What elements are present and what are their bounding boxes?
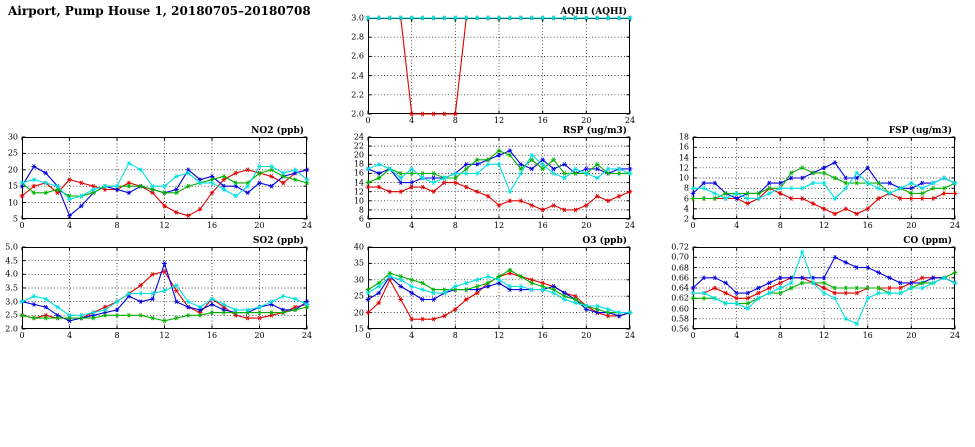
x-tick-label: 24 (624, 331, 636, 340)
y-tick-label: 5 (12, 214, 18, 224)
x-tick-label: 12 (493, 331, 505, 340)
x-tick-label: 16 (537, 221, 548, 230)
series-line (22, 285, 307, 315)
x-tick-label: 0 (690, 331, 696, 340)
series-line (368, 273, 630, 319)
x-tick-label: 12 (159, 221, 170, 230)
x-tick-label: 4 (409, 331, 415, 340)
y-tick-label: 0.70 (671, 252, 689, 262)
x-tick-label: 12 (159, 331, 170, 340)
plot-area-o3 (368, 247, 630, 329)
y-tick-label: 18 (353, 159, 364, 169)
x-tick-label: 12 (818, 331, 830, 340)
y-tick-label: 40 (353, 242, 364, 252)
y-tick-label: 0.56 (671, 324, 689, 334)
x-tick-label: 24 (949, 221, 961, 230)
series-line (22, 307, 307, 321)
x-tick-label: 4 (66, 221, 73, 230)
y-tick-label: 10 (353, 196, 364, 206)
y-tick-label: 5.0 (5, 242, 18, 252)
panel-title-fsp: FSP (ug/m3) (888, 126, 952, 136)
panel-title-aqhi: AQHI (AQHI) (560, 7, 627, 17)
y-tick-label: 2.5 (5, 310, 18, 320)
y-tick-label: 2.0 (5, 324, 18, 334)
panel-title-no2: NO2 (ppb) (251, 126, 304, 136)
y-tick-label: 2.4 (351, 71, 364, 81)
x-tick-label: 24 (301, 331, 313, 340)
y-tick-label: 3.5 (5, 283, 18, 293)
y-tick-label: 8 (358, 205, 364, 215)
x-tick-label: 24 (624, 116, 636, 125)
series-line (693, 273, 955, 304)
y-tick-label: 0.60 (671, 304, 689, 313)
panel-title-rsp: RSP (ug/m3) (562, 126, 627, 136)
series-line (22, 163, 307, 199)
y-tick-label: 4 (683, 204, 689, 214)
series-line (22, 272, 307, 319)
x-tick-label: 8 (777, 331, 783, 340)
x-tick-label: 16 (862, 331, 873, 340)
y-tick-label: 2.8 (351, 32, 364, 42)
series-line (368, 155, 630, 192)
y-tick-label: 14 (678, 153, 689, 162)
x-tick-label: 20 (906, 221, 917, 230)
y-tick-label: 15 (353, 324, 364, 334)
plot-area-fsp (693, 137, 955, 219)
series-line (693, 257, 955, 293)
y-tick-label: 25 (7, 148, 18, 158)
y-tick-label: 30 (353, 275, 364, 285)
x-tick-label: 0 (365, 116, 371, 125)
y-tick-label: 0.72 (671, 242, 689, 252)
series-line (693, 252, 955, 324)
x-tick-label: 8 (777, 221, 783, 230)
panel-title-so2: SO2 (ppb) (252, 236, 304, 246)
series-line (22, 170, 307, 196)
series-line (368, 151, 630, 183)
y-tick-label: 10 (678, 173, 689, 183)
series-line (693, 163, 955, 199)
x-tick-label: 12 (493, 116, 505, 125)
y-tick-label: 16 (678, 142, 689, 152)
series-line (22, 170, 307, 216)
x-tick-label: 12 (818, 221, 830, 230)
x-tick-label: 16 (537, 116, 548, 125)
series-line (368, 277, 630, 316)
x-tick-label: 20 (254, 221, 265, 230)
plot-area-aqhi (368, 18, 630, 114)
y-tick-label: 2.6 (351, 51, 364, 61)
series-line (693, 173, 955, 199)
y-tick-label: 22 (353, 141, 364, 151)
y-tick-label: 25 (353, 291, 364, 301)
y-tick-label: 20 (7, 165, 18, 175)
y-tick-label: 24 (353, 132, 364, 142)
x-tick-label: 12 (493, 221, 505, 230)
plot-area-no2 (22, 137, 307, 219)
y-tick-label: 35 (353, 258, 364, 268)
series-line (368, 151, 630, 183)
x-tick-label: 20 (581, 116, 592, 125)
y-tick-label: 0.62 (671, 293, 689, 303)
y-tick-label: 6 (358, 214, 364, 224)
x-tick-label: 4 (409, 116, 415, 125)
x-tick-label: 0 (19, 221, 25, 230)
series-line (368, 277, 630, 313)
y-tick-label: 4.0 (5, 269, 18, 279)
plot-area-so2 (22, 247, 307, 329)
y-tick-label: 12 (353, 187, 364, 197)
y-tick-label: 4.5 (5, 256, 18, 266)
x-tick-label: 8 (452, 116, 458, 125)
x-tick-label: 20 (254, 331, 265, 340)
y-tick-label: 0.66 (671, 273, 689, 283)
y-tick-label: 30 (7, 132, 18, 142)
series-line (368, 270, 630, 313)
y-tick-label: 16 (353, 168, 364, 178)
series-line (693, 188, 955, 214)
series-line (693, 278, 955, 299)
y-tick-label: 15 (7, 181, 18, 191)
x-tick-label: 8 (452, 331, 458, 340)
y-tick-label: 2 (683, 214, 689, 224)
x-tick-label: 8 (114, 221, 120, 230)
x-tick-label: 0 (365, 331, 371, 340)
x-tick-label: 8 (114, 331, 120, 340)
x-tick-label: 16 (862, 221, 873, 230)
x-tick-label: 4 (409, 221, 415, 230)
y-tick-label: 20 (353, 150, 364, 160)
y-tick-label: 0.64 (671, 283, 689, 293)
panel-title-co: CO (ppm) (903, 236, 952, 246)
series-line (22, 167, 307, 216)
x-tick-label: 20 (581, 221, 592, 230)
plot-area-rsp (368, 137, 630, 219)
y-tick-label: 14 (353, 178, 364, 188)
x-tick-label: 0 (365, 221, 371, 230)
x-tick-label: 4 (66, 331, 73, 340)
x-tick-label: 0 (19, 331, 25, 340)
series-line (368, 18, 630, 114)
series-line (693, 168, 955, 199)
y-tick-label: 6 (683, 194, 689, 203)
plot-area-co (693, 247, 955, 329)
x-tick-label: 8 (452, 221, 458, 230)
x-tick-label: 0 (690, 221, 696, 230)
x-tick-label: 24 (624, 221, 636, 230)
y-tick-label: 0.68 (671, 263, 689, 272)
x-tick-label: 16 (206, 221, 218, 230)
y-tick-label: 2.2 (351, 90, 364, 100)
x-tick-label: 20 (906, 331, 917, 340)
x-tick-label: 16 (206, 331, 218, 340)
y-tick-label: 10 (7, 198, 18, 208)
y-tick-label: 3.0 (5, 297, 18, 307)
y-tick-label: 20 (353, 308, 364, 318)
y-tick-label: 3.0 (351, 13, 364, 23)
panel-title-o3: O3 (ppb) (582, 236, 627, 246)
x-tick-label: 20 (581, 331, 592, 340)
x-tick-label: 24 (949, 331, 961, 340)
series-line (368, 183, 630, 210)
page-title: Airport, Pump House 1, 20180705–20180708 (8, 4, 311, 18)
y-tick-label: 8 (683, 183, 689, 193)
y-tick-label: 12 (678, 163, 689, 173)
x-tick-label: 4 (734, 331, 740, 340)
y-tick-label: 2.0 (351, 109, 364, 119)
x-tick-label: 16 (537, 331, 548, 340)
y-tick-label: 0.58 (671, 314, 689, 324)
x-tick-label: 4 (734, 221, 740, 230)
x-tick-label: 24 (301, 221, 313, 230)
y-tick-label: 18 (678, 132, 689, 142)
series-line (22, 263, 307, 320)
